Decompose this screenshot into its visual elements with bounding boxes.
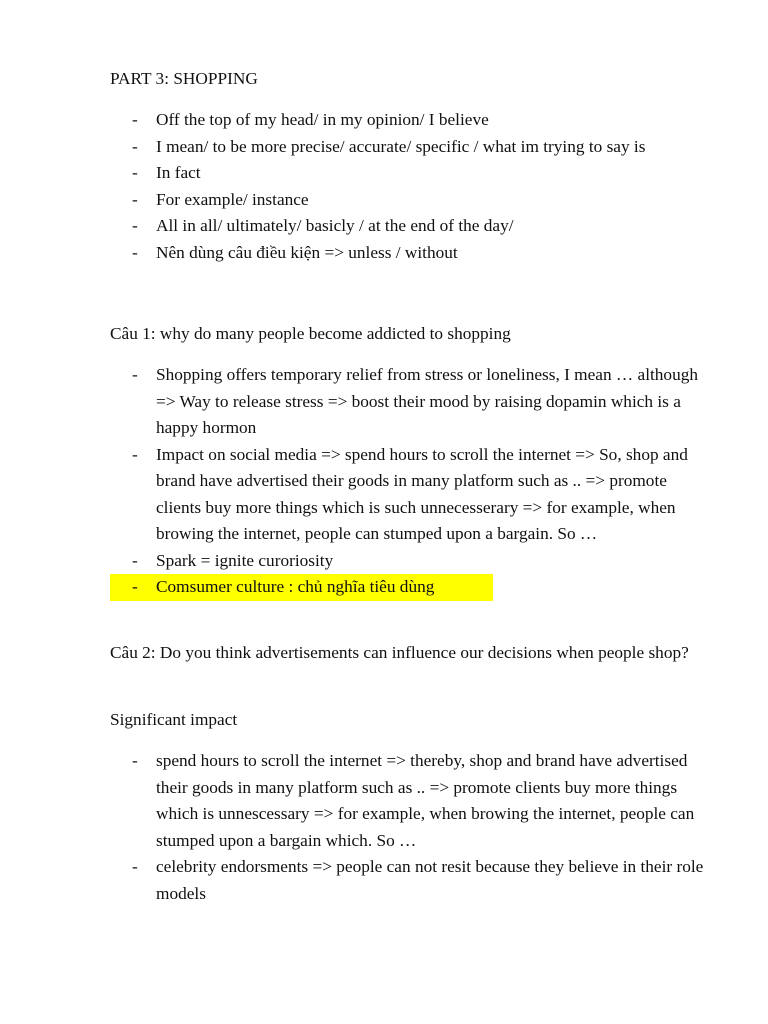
list-item	[110, 160, 710, 187]
question-1-points	[110, 362, 710, 601]
list-item-text: spend hours to scroll the internet => thereby, shop and brand have advertised their goods in many platform such as .. => promote clients buy more things which is unnescessary => for example, when browing the internet, people can stumped upon a bargain which. So …	[156, 751, 695, 850]
list-item	[110, 548, 710, 575]
bullet-dash: -	[132, 242, 138, 262]
list-item-text: Impact on social media => spend hours to scroll the internet => So, shop and brand have advertised their goods in many platform such as .. => promote clients buy more things which is such unnecesserary => for example, when browing the internet, people can stumped upon a bargain. So …	[156, 444, 688, 543]
list-item	[110, 442, 710, 548]
list-item-text: Shopping offers temporary relief from stress or loneliness, I mean … although => Way to release stress => boost their mood by raising dopamin which is a happy hormon	[156, 365, 698, 437]
list-item	[110, 362, 710, 442]
list-item	[110, 748, 710, 854]
list-item	[110, 213, 710, 240]
bullet-dash: -	[132, 857, 138, 876]
list-item-text: In fact	[156, 163, 201, 182]
list-item	[110, 240, 710, 267]
bullet-dash: -	[132, 365, 138, 384]
question-2-heading: Câu 2: Do you think advertisements can influence our decisions when people shop?	[110, 643, 689, 662]
phrase-list	[110, 107, 710, 266]
list-item	[110, 854, 710, 907]
list-item-text: All in all/ ultimately/ basicly / at the end of the day/	[156, 216, 514, 235]
answer-lead: Significant impact	[110, 710, 238, 729]
list-item-text: Off the top of my head/ in my opinion/ I believe	[156, 110, 489, 129]
bullet-dash: -	[132, 444, 138, 464]
bullet-dash: -	[132, 751, 138, 770]
bullet-dash: -	[132, 163, 138, 182]
bullet-dash: -	[132, 216, 138, 235]
list-item	[110, 107, 710, 134]
list-item-text: celebrity endorsments => people can not resit because they believe in their role models	[156, 857, 704, 903]
bullet-dash: -	[132, 550, 138, 570]
bullet-dash: -	[132, 577, 138, 596]
bullet-dash: -	[132, 189, 138, 209]
list-item-text: Nên dùng câu điều kiện => unless / without	[156, 242, 458, 262]
list-item-text: For example/ instance	[156, 189, 309, 209]
list-item	[110, 187, 710, 214]
list-item-text: Spark = ignite curoriosity	[156, 550, 334, 570]
highlighted-list-item	[110, 574, 493, 601]
page-title: PART 3: SHOPPING	[110, 69, 258, 88]
bullet-dash: -	[132, 110, 138, 129]
question-1-heading: Câu 1: why do many people become addicted to shopping	[110, 324, 511, 343]
list-item	[110, 134, 710, 161]
bullet-dash: -	[132, 136, 138, 156]
list-item-text: I mean/ to be more precise/ accurate/ specific / what im trying to say is	[156, 136, 646, 156]
question-2-points	[110, 748, 710, 907]
list-item-text: Comsumer culture : chủ nghĩa tiêu dùng	[156, 577, 435, 596]
